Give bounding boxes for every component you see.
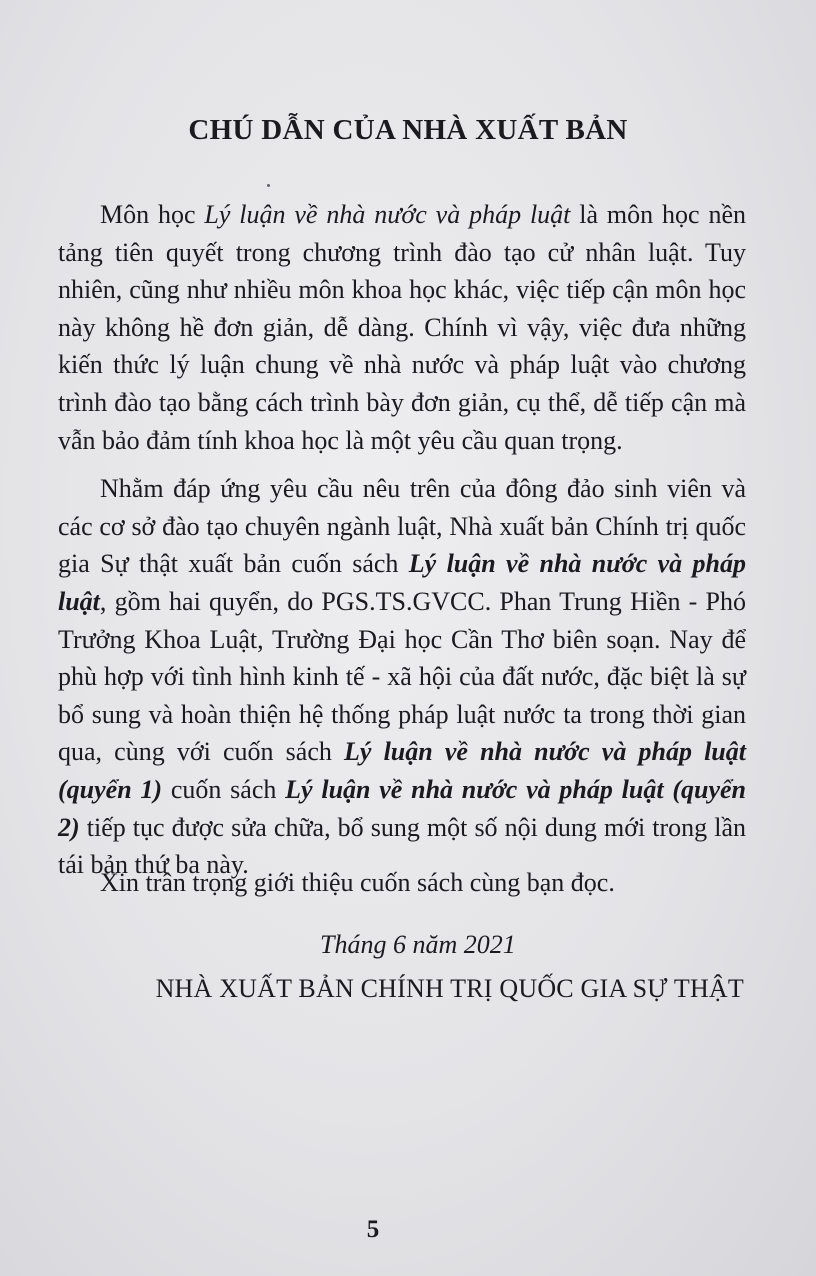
paragraph-2-volume-2-title: Lý luận về nhà nước và pháp luật (quyển 2) bbox=[58, 774, 746, 842]
paragraph-2-text-1: Nhằm đáp ứng yêu cầu nêu trên của đông đảo sinh viên và các cơ sở đào tạo chuyên ngành luật, Nhà xuất bản Chính trị quốc gia Sự thật xuất bản cuốn sách bbox=[58, 474, 746, 579]
signature-date: Tháng 6 năm 2021 bbox=[320, 930, 516, 959]
page-title: CHÚ DẪN CỦA NHÀ XUẤT BẢN bbox=[188, 114, 628, 146]
signature-publisher: NHÀ XUẤT BẢN CHÍNH TRỊ QUỐC GIA SỰ THẬT bbox=[155, 974, 744, 1003]
paragraph-2-text-2: , gồm hai quyển, do PGS.TS.GVCC. Phan Trung Hiền - Phó Trưởng Khoa Luật, Trường Đại học Cần Thơ biên soạn. Nay để phù hợp với tình hình kinh tế - xã hội của đất nước, đặc biệt là sự bổ sung và hoàn thiện hệ thống pháp luật nước ta trong thời gian qua, cùng với cuốn sách bbox=[58, 586, 746, 767]
print-speck bbox=[267, 184, 270, 187]
page-number: 5 bbox=[366, 1216, 380, 1243]
body-text bbox=[58, 196, 746, 895]
paragraph-2-volume-1-title: Lý luận về nhà nước và pháp luật (quyển 1) bbox=[58, 737, 746, 804]
paragraph-1-text-1: Môn học bbox=[100, 200, 205, 229]
paragraph-2 bbox=[58, 470, 746, 884]
paragraph-2-book-title: Lý luận về nhà nước và pháp luật bbox=[58, 549, 746, 616]
paragraph-2-text-3: cuốn sách bbox=[162, 774, 286, 804]
paragraph-1-text-2: là môn học nền tảng tiên quyết trong chương trình đào tạo cử nhân luật. Tuy nhiên, cũng như nhiều môn khoa học khác, việc tiếp cận môn học này không hề đơn giản, dễ dàng. Chính vì vậy, việc đưa những kiến thức lý luận chung về nhà nước và pháp luật vào chương trình đào tạo bằng cách trình bày đơn giản, cụ thể, dễ tiếp cận mà vẫn bảo đảm tính khoa học là một yêu cầu quan trọng. bbox=[58, 200, 746, 455]
paragraph-2-text-4: tiếp tục được sửa chữa, bổ sung một số nội dung mới trong lần tái bản thứ ba này. bbox=[58, 812, 746, 880]
closing-line: Xin trân trọng giới thiệu cuốn sách cùng bạn đọc. bbox=[100, 868, 615, 897]
paragraph-1 bbox=[58, 196, 746, 459]
paragraph-1-italic-title: Lý luận về nhà nước và pháp luật bbox=[204, 200, 571, 229]
